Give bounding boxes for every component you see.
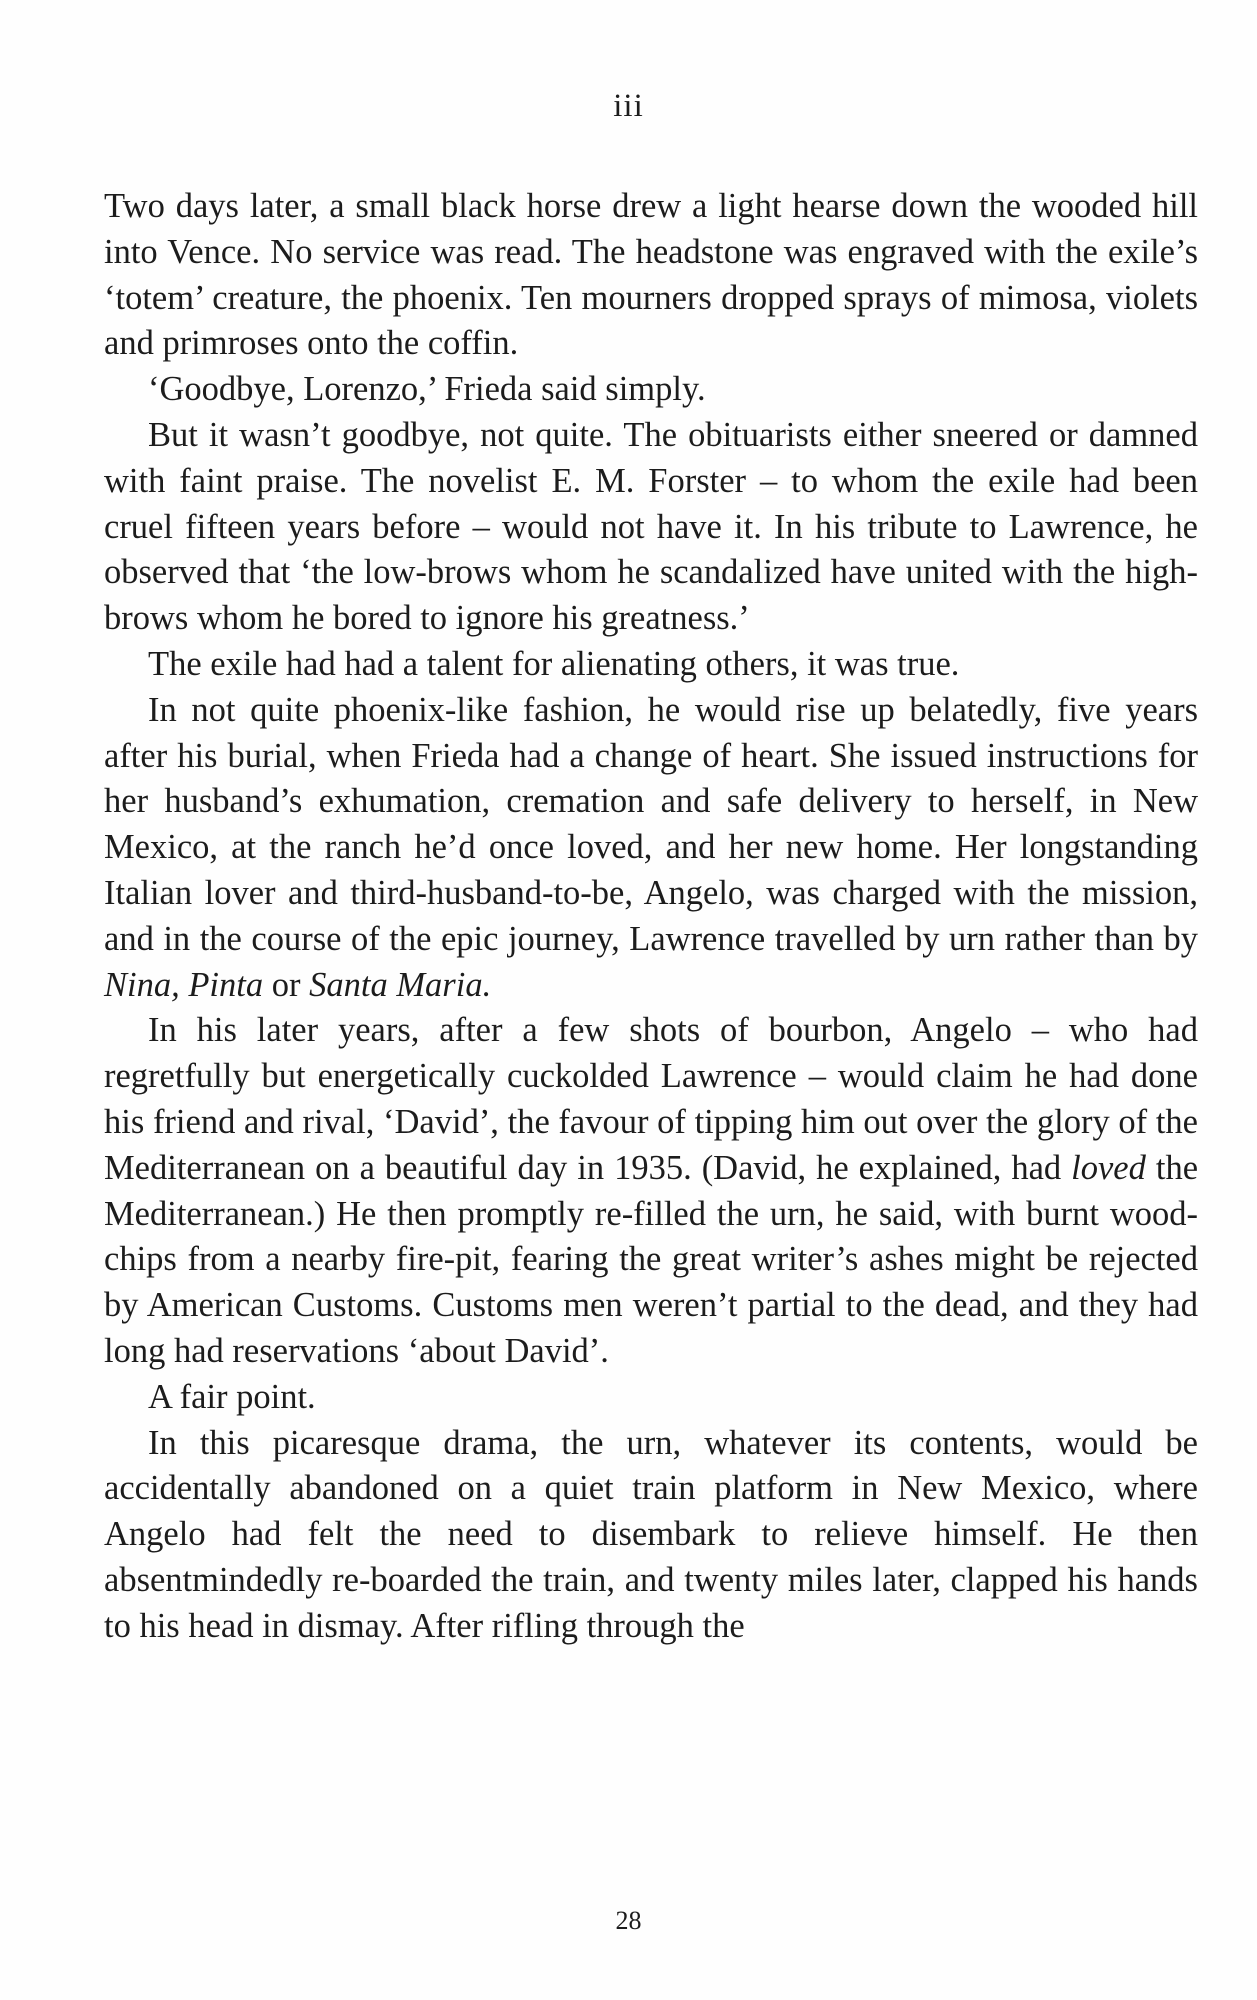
paragraph-5-text: In not quite phoenix-like fashion, he would rise up belatedly, five years after his burial, when Frieda had a change of heart. She issued instructions for her husband’s exhumation, cremation and safe delivery to herself, in New Mexico, at the ranch he’d once loved, and her new home. Her longstanding Italian lover and third-husband-to-be, Angelo, was charged with the mission, and in the course of the epic journey, Lawrence travelled by urn rather than by [104, 690, 1198, 958]
body-text [104, 184, 1198, 1650]
paragraph-5 [104, 688, 1198, 1009]
paragraph-7: A fair point. [148, 1377, 316, 1416]
paragraph-1: Two days later, a small black horse drew a light hearse down the wooded hill into Vence. No service was read. The headstone was engraved with the exile’s ‘totem’ creature, the phoenix. Ten mourners dropped sprays of mimosa, violets and primroses onto the coffin. [104, 187, 1198, 363]
chapter-number: iii [613, 88, 644, 124]
paragraph-4: The exile had had a talent for alienating others, it was true. [148, 644, 960, 683]
page-number: 28 [615, 1906, 642, 1935]
ship-name-santa-maria: Santa Maria. [309, 965, 492, 1004]
emphasis-loved: loved [1071, 1148, 1146, 1187]
ship-name-pinta: Pinta [188, 965, 264, 1004]
paragraph-3: But it wasn’t goodbye, not quite. The obituarists either sneered or damned with faint praise. The novelist E. M. Forster – to whom the exile had been cruel fifteen years before – would not have it. In his tribute to Lawrence, he observed that ‘the low-brows whom he scandalized have united with the high-brows whom he bored to ignore his greatness.’ [104, 415, 1198, 638]
ship-name-nina: Nina, [104, 965, 180, 1004]
conjunction-or: or [271, 965, 301, 1004]
paragraph-6-text: In his later years, after a few shots of bourbon, Angelo – who had regretfully but energetically cuckolded Lawrence – would claim he had done his friend and rival, ‘David’, the favour of tipping him out over the glory of the Mediterranean on a beautiful day in 1935. (David, he explained, had [104, 1011, 1198, 1187]
paragraph-2: ‘Goodbye, Lorenzo,’ Frieda said simply. [148, 370, 706, 409]
paragraph-6-tail: the Mediterranean.) He then promptly re-filled the urn, he said, with burnt wood-chips from a nearby fire-pit, fearing the great writer’s ashes might be rejected by American Customs. Customs men weren’t partial to the dead, and they had long had reservations ‘about David’. [104, 1148, 1199, 1370]
paragraph-8: In this picaresque drama, the urn, whatever its contents, would be accidentally abandoned on a quiet train platform in New Mexico, where Angelo had felt the need to disembark to relieve himself. He then absentmindedly re-boarded the train, and twenty miles later, clapped his hands to his head in dismay. After rifling through the [104, 1423, 1198, 1645]
paragraph-6 [104, 1008, 1198, 1374]
